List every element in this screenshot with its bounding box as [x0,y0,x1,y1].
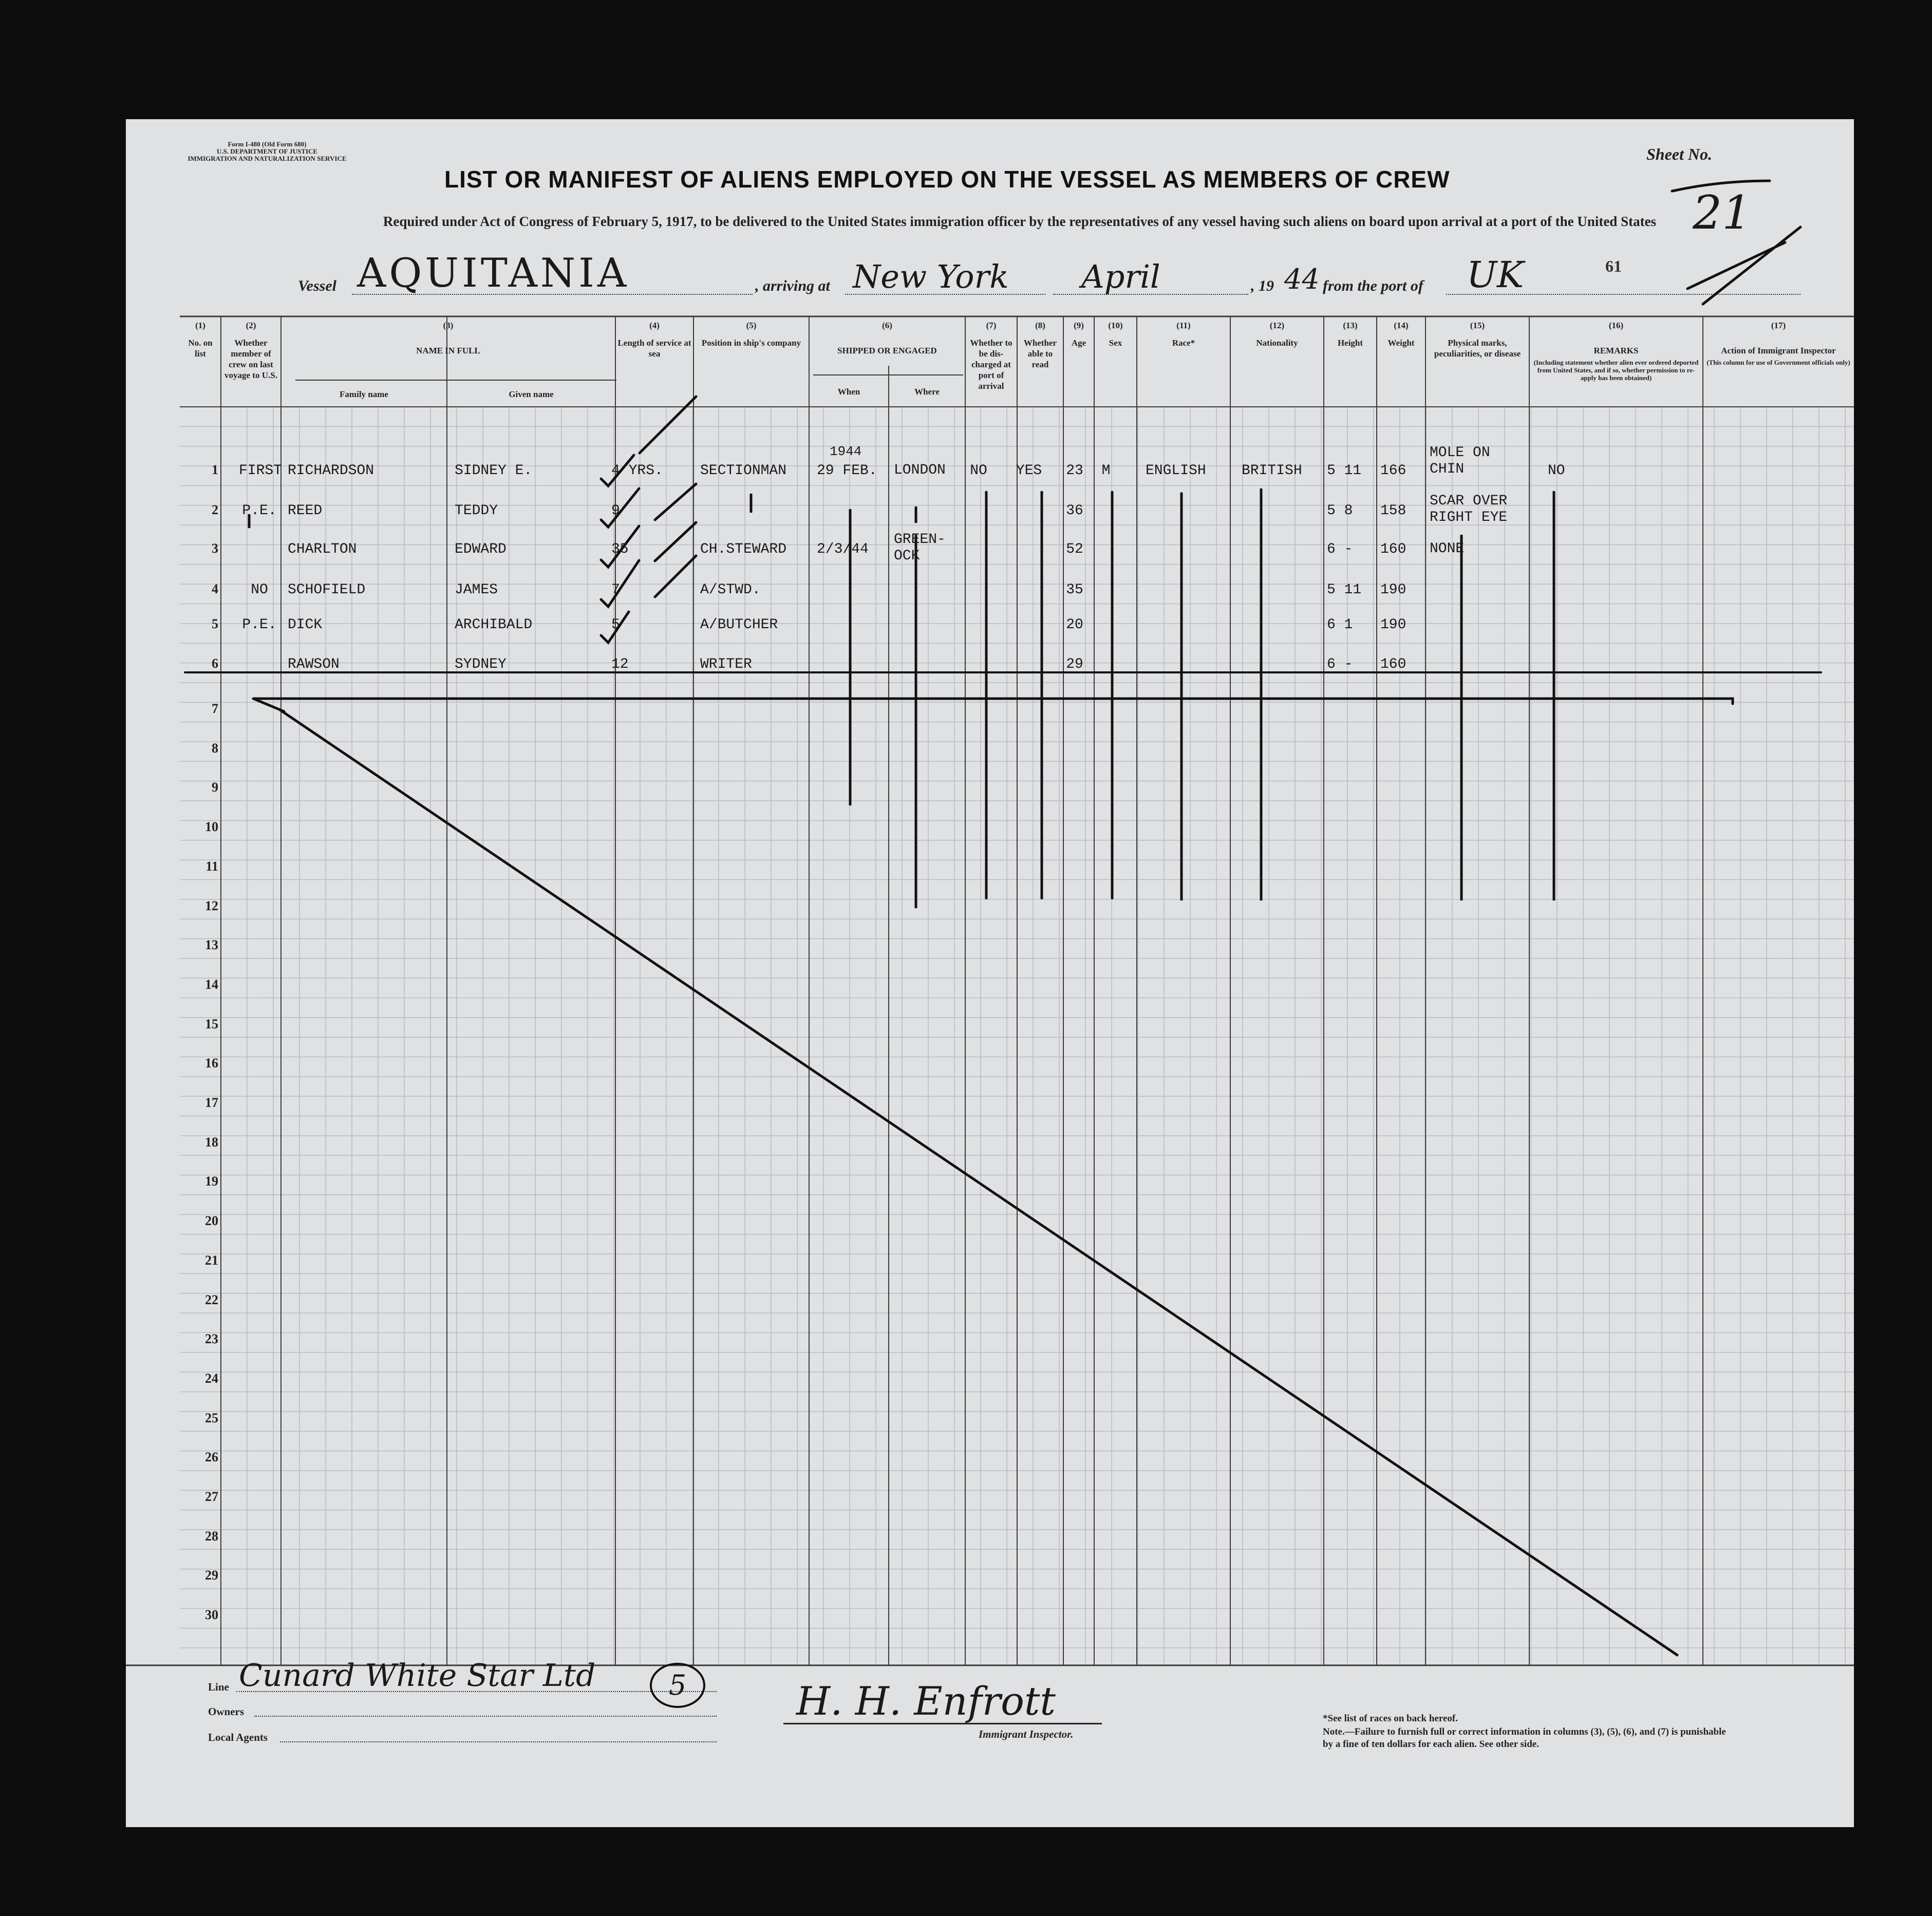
row-number: 9 [212,780,218,795]
cell-marks: NONE [1430,541,1465,557]
cell-age: 23 [1066,463,1083,479]
row-number: 21 [205,1252,218,1268]
row-number: 24 [205,1370,218,1386]
cell-service: 4 YRS. [611,463,663,479]
row-number: 10 [205,819,218,835]
cell-position: CH.STEWARD [700,541,787,557]
column-number: (16) [1608,321,1624,330]
cell-marks: SCAR OVER RIGHT EYE [1430,493,1508,525]
sheet-label: Sheet No. [1646,145,1712,163]
cell-height: 6 1 [1327,617,1353,633]
cell-last-voyage: FIRST [239,463,283,479]
row-number: 6 [212,656,218,671]
row-number: 26 [205,1450,218,1465]
column-sublabel: Where [914,387,940,397]
note-label: Note. [1323,1726,1345,1737]
cell-family: CHARLTON [288,541,357,557]
row-number: 1 [212,462,218,477]
cell-height: 5 11 [1327,463,1362,479]
cell-given: JAMES [455,582,498,598]
row-number: 19 [205,1174,218,1189]
row-number: 14 [205,976,218,992]
cell-where: LONDON [894,462,946,478]
row-number: 20 [205,1213,218,1229]
column-number: (6) [882,321,892,330]
row-number: 12 [205,898,218,913]
cell-weight: 160 [1380,656,1406,672]
cell-age: 20 [1066,617,1083,633]
column-label: REMARKS [1593,346,1639,355]
column-note: (Including statement whether alien ever ordered deported from United States, and if so, whether permission to re-apply has been obtained) [1533,359,1699,382]
row-number: 16 [205,1056,218,1071]
cell-position: SECTIONMAN [700,463,787,479]
column-dividers [126,316,1854,1665]
column-number: (3) [443,321,454,330]
row-number: 11 [205,858,218,874]
year-prefix: , 19 [1251,277,1274,294]
column-label: Height [1337,338,1363,348]
cell-age: 52 [1066,541,1083,557]
owners-label: Owners [208,1705,244,1718]
inspector-signature: H. H. Enfrott [796,1678,1056,1724]
column-label: Race* [1172,338,1195,348]
arrival-year: 44 [1284,263,1320,295]
column-number: (5) [746,321,757,330]
cell-family: SCHOFIELD [288,582,366,598]
column-label: SHIPPED OR ENGAGED [837,346,937,355]
column-label: No. on list [188,338,213,359]
column-number: (13) [1343,321,1358,330]
column-label: Whether member of crew on last voyage to U.S. [224,338,277,380]
cell-when: 29 FEB. [817,463,877,479]
cell-service: 9 [611,503,620,519]
stamp-number: 61 [1605,257,1622,275]
row-number: 23 [205,1331,218,1347]
row-number: 7 [212,701,218,716]
agents-label: Local Agents [208,1731,268,1743]
cell-family: REED [288,503,323,519]
row-number: 25 [205,1410,218,1425]
column-number: (15) [1470,321,1485,330]
column-label: Length of service at sea [617,338,691,359]
cell-height: 6 - [1327,656,1353,672]
column-number: (1) [195,321,205,330]
cell-weight: 158 [1380,503,1406,519]
column-number: (11) [1176,321,1191,330]
cell-position: WRITER [700,656,752,672]
cell-position: A/BUTCHER [700,617,778,633]
column-label: Sex [1109,338,1122,348]
line-value: Cunard White Star Ltd [239,1658,596,1694]
cell-weight: 160 [1380,541,1406,557]
row-number: 2 [212,502,218,517]
cell-sex: M [1101,463,1111,479]
column-label: Whether able to read [1023,338,1057,369]
inspector-label: Immigrant Inspector. [979,1728,1074,1740]
cell-weight: 190 [1380,617,1406,633]
column-sublabel: Given name [509,389,554,399]
manifest-sheet [126,119,1854,1827]
column-number: (9) [1074,321,1084,330]
column-label: Weight [1387,338,1415,348]
row-number: 5 [212,616,218,631]
year-note: 1944 [830,444,862,459]
cell-read: YES [1016,463,1042,479]
cell-nationality: BRITISH [1242,463,1302,479]
column-sublabel: Family name [340,389,388,399]
row-number: 28 [205,1528,218,1544]
column-label: Action of Immigrant Inspector [1721,346,1836,355]
column-note: (This column for use of Government officials only) [1706,359,1850,366]
row-number: 17 [205,1095,218,1110]
column-number: (2) [246,321,256,330]
column-label: Age [1071,338,1086,348]
note-text: —Failure to furnish full or correct information in columns (3), (5), (6), and (7) is punishable by a fine of ten dollars for each alien. See other side. [1323,1726,1726,1750]
cell-height: 5 8 [1327,503,1353,519]
cell-service: 12 [611,656,629,672]
column-number: (14) [1394,321,1409,330]
row-number: 8 [212,740,218,756]
cell-age: 36 [1066,503,1083,519]
cell-family: RICHARDSON [288,463,374,479]
from-port: UK [1467,254,1524,296]
cell-given: EDWARD [455,541,507,557]
cell-given: SIDNEY E. [455,463,533,479]
cell-weight: 190 [1380,582,1406,598]
cell-height: 5 11 [1327,582,1362,598]
cell-last-voyage: P.E. [242,617,277,633]
from-port-label: from the port of [1323,277,1423,294]
cell-age: 35 [1066,582,1083,598]
page-subtitle: Required under Act of Congress of February 5, 1917, to be delivered to the United States immigration officer by the representatives of any vessel having such aliens on board upon arrival at a port of the United States [383,214,1657,229]
row-number: 18 [205,1134,218,1150]
cell-given: ARCHIBALD [455,617,533,633]
column-number: (12) [1269,321,1285,330]
footer-note [1323,1726,1729,1751]
row-number: 27 [205,1489,218,1504]
cell-discharged: NO [970,463,987,479]
column-label: Physical marks, peculiarities, or disease [1434,338,1521,359]
cell-age: 29 [1066,656,1083,672]
column-number: (10) [1108,321,1123,330]
cell-service: 7 [611,582,620,598]
cell-family: DICK [288,617,323,633]
page-title: LIST OR MANIFEST OF ALIENS EMPLOYED ON THE VESSEL AS MEMBERS OF CREW [444,166,1450,193]
cell-last-voyage: P.E. [242,503,277,519]
cell-where: GREEN- OCK [894,532,946,564]
diagonal-cancel-line [280,710,1677,1655]
column-label: Position in ship's company [701,338,801,348]
row-number: 13 [205,937,218,953]
column-label: Nationality [1256,338,1298,348]
cell-when: 2/3/44 [817,541,869,557]
arriving-port: New York [853,258,1009,295]
closing-bracket [253,699,1733,711]
cell-remarks: NO [1548,463,1565,479]
row-number: 15 [205,1016,218,1031]
cell-last-voyage: NO [251,582,268,598]
vessel-name: AQUITANIA [357,250,630,296]
row-number: 29 [205,1568,218,1583]
race-note: *See list of races on back hereof. [1323,1713,1458,1724]
column-sublabel: When [837,387,860,397]
row-number: 3 [212,541,218,556]
cell-race: ENGLISH [1146,463,1206,479]
column-number: (8) [1035,321,1045,330]
cell-service: 5 [611,617,620,633]
line-label: Line [208,1681,229,1693]
cell-position: A/STWD. [700,582,761,598]
cell-given: TEDDY [455,503,498,519]
column-label: Whether to be dis-charged at port of arrival [970,338,1012,391]
column-number: (4) [649,321,660,330]
column-number: (7) [986,321,997,330]
vessel-label: Vessel [298,277,336,294]
cell-service: 35 [611,541,629,557]
column-label: NAME IN FULL [416,346,480,355]
column-number: (17) [1771,321,1786,330]
arriving-label: , arriving at [755,277,830,294]
cell-family: RAWSON [288,656,340,672]
circled-count [650,1663,705,1708]
form-id: Form I-480 (Old Form 680) [228,140,307,148]
agents-field [280,1741,717,1742]
cell-marks: MOLE ON CHIN [1430,445,1490,477]
arrival-month: April [1081,258,1160,295]
row-number: 22 [205,1292,218,1307]
department: U.S. DEPARTMENT OF JUSTICE [216,147,318,155]
row-number: 30 [205,1607,218,1623]
cell-weight: 166 [1380,463,1406,479]
sheet-number: 21 [1693,186,1752,240]
signature-rule [783,1723,1102,1724]
service: IMMIGRATION AND NATURALIZATION SERVICE [187,155,347,162]
circled-count-value: 5 [668,1669,687,1701]
cell-height: 6 - [1327,541,1353,557]
cell-given: SYDNEY [455,656,507,672]
row-number: 4 [212,581,218,596]
owners-field [254,1716,717,1717]
sheet-scribble [1672,181,1800,304]
